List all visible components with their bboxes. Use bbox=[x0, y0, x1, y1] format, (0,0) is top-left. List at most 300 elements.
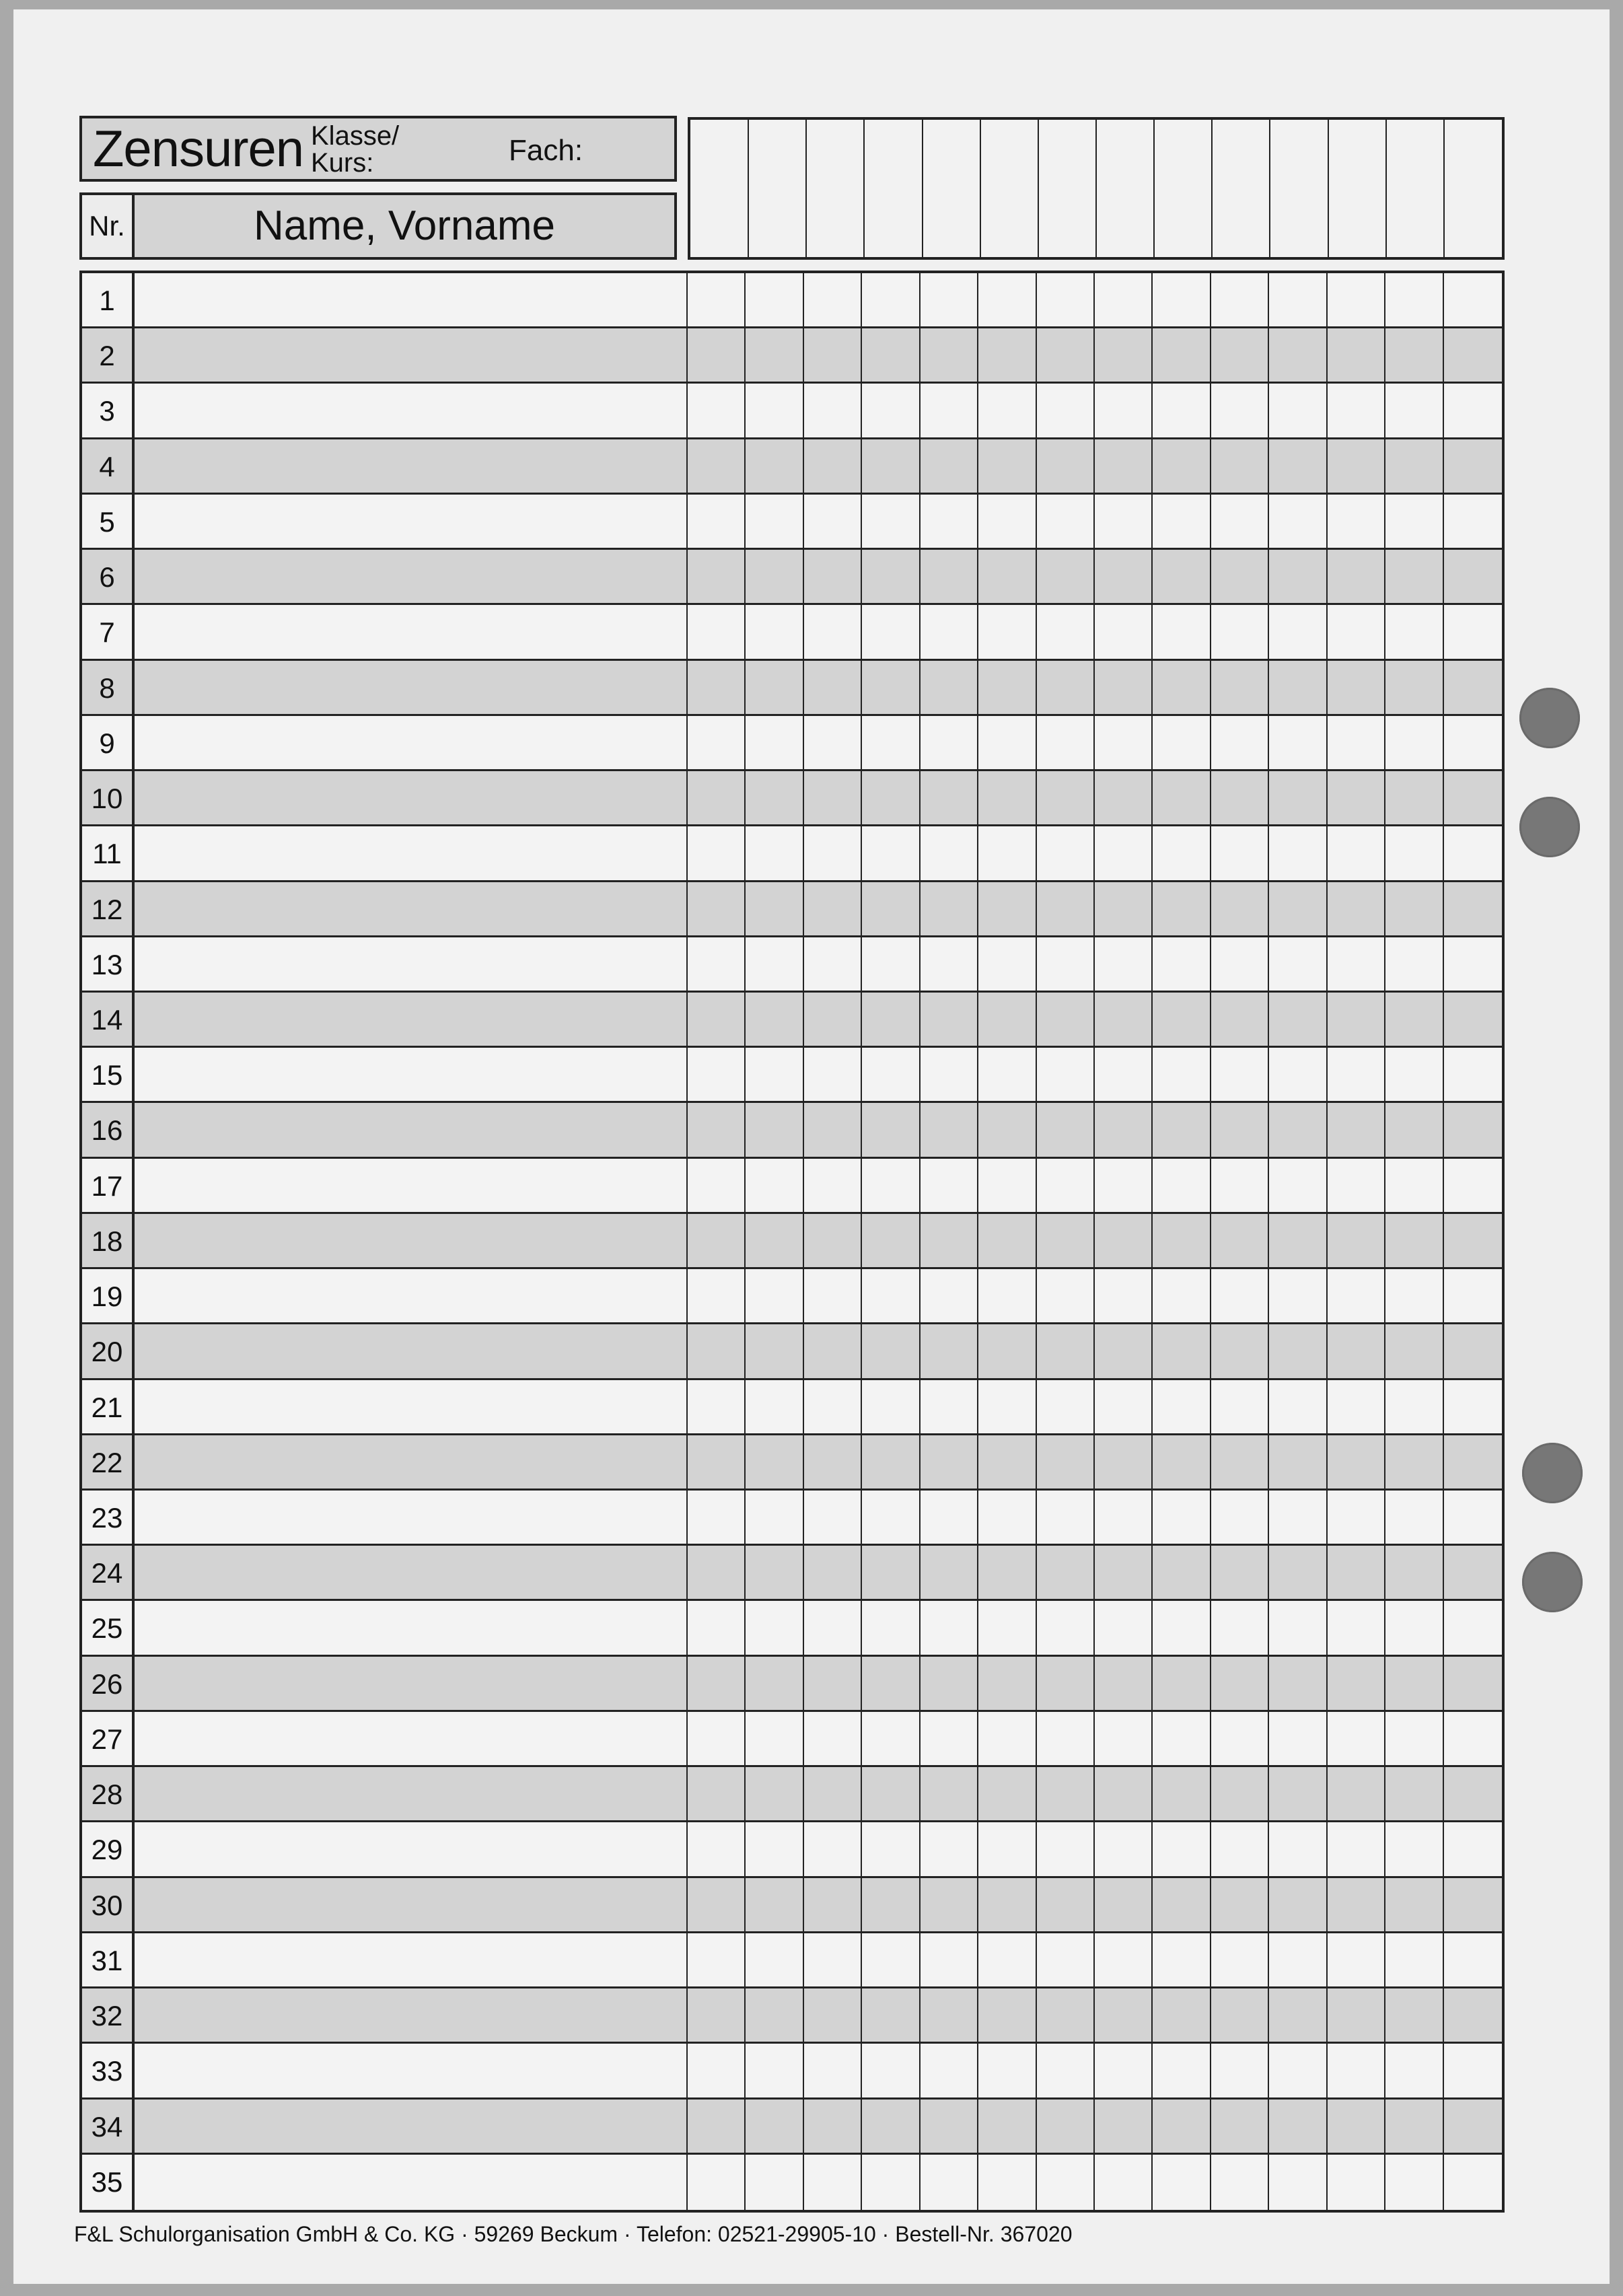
grade-cell[interactable] bbox=[1153, 2044, 1211, 2097]
grade-cell[interactable] bbox=[1095, 716, 1153, 769]
grade-cell[interactable] bbox=[978, 1822, 1036, 1875]
grade-cell[interactable] bbox=[1328, 1822, 1385, 1875]
grade-cell[interactable] bbox=[862, 993, 920, 1046]
grade-cell[interactable] bbox=[862, 1491, 920, 1544]
grade-cell[interactable] bbox=[1444, 1214, 1502, 1267]
name-cell[interactable] bbox=[135, 661, 688, 714]
grade-cell[interactable] bbox=[1444, 328, 1502, 382]
grade-cell[interactable] bbox=[978, 273, 1036, 326]
grade-cell[interactable] bbox=[1385, 716, 1443, 769]
grade-cell[interactable] bbox=[1385, 1933, 1443, 1986]
grade-cell[interactable] bbox=[1385, 1601, 1443, 1654]
grade-cell[interactable] bbox=[1444, 1048, 1502, 1101]
grade-cell[interactable] bbox=[1385, 1988, 1443, 2042]
name-cell[interactable] bbox=[135, 993, 688, 1046]
name-cell[interactable] bbox=[135, 1988, 688, 2042]
grade-cell[interactable] bbox=[1444, 1491, 1502, 1544]
grade-cell[interactable] bbox=[1095, 661, 1153, 714]
grade-cell[interactable] bbox=[746, 439, 803, 493]
grade-cell[interactable] bbox=[1211, 1767, 1269, 1820]
grade-cell[interactable] bbox=[746, 937, 803, 991]
grade-cell[interactable] bbox=[1385, 1103, 1443, 1156]
grade-cell[interactable] bbox=[921, 1491, 978, 1544]
grade-cell[interactable] bbox=[1444, 771, 1502, 824]
grade-cell[interactable] bbox=[1037, 550, 1095, 603]
grade-cell[interactable] bbox=[1037, 1933, 1095, 1986]
grade-cell[interactable] bbox=[746, 1269, 803, 1322]
grade-cell[interactable] bbox=[978, 1159, 1036, 1212]
name-cell[interactable] bbox=[135, 1491, 688, 1544]
grade-cell[interactable] bbox=[862, 384, 920, 437]
grade-cell[interactable] bbox=[921, 1767, 978, 1820]
grade-cell[interactable] bbox=[1095, 1214, 1153, 1267]
grade-cell[interactable] bbox=[804, 882, 862, 935]
grade-cell[interactable] bbox=[1037, 882, 1095, 935]
grade-cell[interactable] bbox=[804, 1103, 862, 1156]
name-cell[interactable] bbox=[135, 771, 688, 824]
grade-cell[interactable] bbox=[921, 1822, 978, 1875]
grade-cell[interactable] bbox=[1444, 1933, 1502, 1986]
grade-cell[interactable] bbox=[688, 605, 746, 658]
grade-cell[interactable] bbox=[1153, 273, 1211, 326]
grade-cell[interactable] bbox=[1153, 1103, 1211, 1156]
grade-cell[interactable] bbox=[1269, 2100, 1327, 2153]
grade-cell[interactable] bbox=[1211, 1491, 1269, 1544]
grade-cell[interactable] bbox=[1037, 1601, 1095, 1654]
grade-cell[interactable] bbox=[1095, 328, 1153, 382]
grade-cell[interactable] bbox=[978, 1491, 1036, 1544]
grade-cell[interactable] bbox=[978, 716, 1036, 769]
grade-cell[interactable] bbox=[978, 2155, 1036, 2210]
grade-cell[interactable] bbox=[862, 1601, 920, 1654]
grade-cell[interactable] bbox=[1269, 1546, 1327, 1599]
grade-cell[interactable] bbox=[1444, 937, 1502, 991]
grade-cell[interactable] bbox=[1444, 882, 1502, 935]
grade-cell[interactable] bbox=[1095, 550, 1153, 603]
grade-cell[interactable] bbox=[1211, 771, 1269, 824]
grade-cell[interactable] bbox=[1037, 1822, 1095, 1875]
grade-cell[interactable] bbox=[1385, 1159, 1443, 1212]
grade-cell[interactable] bbox=[862, 1657, 920, 1710]
grade-cell[interactable] bbox=[1269, 1767, 1327, 1820]
grade-cell[interactable] bbox=[746, 1380, 803, 1433]
name-cell[interactable] bbox=[135, 1712, 688, 1765]
grade-cell[interactable] bbox=[921, 1878, 978, 1931]
grade-cell[interactable] bbox=[1095, 1048, 1153, 1101]
grade-cell[interactable] bbox=[1037, 1657, 1095, 1710]
grade-cell[interactable] bbox=[978, 495, 1036, 548]
grade-cell[interactable] bbox=[1095, 1103, 1153, 1156]
grade-cell[interactable] bbox=[1269, 1822, 1327, 1875]
grade-cell[interactable] bbox=[1211, 2100, 1269, 2153]
grade-cell[interactable] bbox=[1211, 550, 1269, 603]
grade-cell[interactable] bbox=[804, 495, 862, 548]
grade-cell[interactable] bbox=[804, 1491, 862, 1544]
grade-cell[interactable] bbox=[746, 826, 803, 880]
grade-cell[interactable] bbox=[1385, 1324, 1443, 1377]
grade-cell[interactable] bbox=[1444, 993, 1502, 1046]
grade-cell[interactable] bbox=[1385, 993, 1443, 1046]
grade-cell[interactable] bbox=[1037, 495, 1095, 548]
grade-cell[interactable] bbox=[1328, 2100, 1385, 2153]
grade-cell[interactable] bbox=[1385, 1878, 1443, 1931]
grade-cell[interactable] bbox=[1095, 495, 1153, 548]
grade-cell[interactable] bbox=[862, 1435, 920, 1488]
grade-cell[interactable] bbox=[1211, 993, 1269, 1046]
grade-cell[interactable] bbox=[1328, 439, 1385, 493]
grade-cell[interactable] bbox=[1269, 993, 1327, 1046]
grade-cell[interactable] bbox=[804, 1878, 862, 1931]
grade-cell[interactable] bbox=[1037, 661, 1095, 714]
grade-cell[interactable] bbox=[921, 550, 978, 603]
grade-cell[interactable] bbox=[1095, 2100, 1153, 2153]
grade-cell[interactable] bbox=[1328, 495, 1385, 548]
grade-cell[interactable] bbox=[1037, 1159, 1095, 1212]
grade-cell[interactable] bbox=[688, 1712, 746, 1765]
grade-cell[interactable] bbox=[1037, 1712, 1095, 1765]
grade-cell[interactable] bbox=[1328, 1048, 1385, 1101]
grade-cell[interactable] bbox=[862, 937, 920, 991]
grade-cell[interactable] bbox=[921, 1435, 978, 1488]
grade-cell[interactable] bbox=[1328, 1712, 1385, 1765]
grade-cell[interactable] bbox=[1269, 661, 1327, 714]
grade-cell[interactable] bbox=[1328, 993, 1385, 1046]
grade-cell[interactable] bbox=[1095, 384, 1153, 437]
grade-cell[interactable] bbox=[1095, 1435, 1153, 1488]
name-cell[interactable] bbox=[135, 1380, 688, 1433]
grade-cell[interactable] bbox=[978, 1657, 1036, 1710]
grade-cell[interactable] bbox=[1444, 1767, 1502, 1820]
grade-cell[interactable] bbox=[746, 882, 803, 935]
grade-cell[interactable] bbox=[804, 1988, 862, 2042]
grade-cell[interactable] bbox=[1328, 771, 1385, 824]
name-cell[interactable] bbox=[135, 2155, 688, 2210]
grade-cell[interactable] bbox=[688, 495, 746, 548]
grade-cell[interactable] bbox=[1037, 1380, 1095, 1433]
grade-cell[interactable] bbox=[1211, 439, 1269, 493]
grade-cell[interactable] bbox=[804, 1767, 862, 1820]
grade-cell[interactable] bbox=[1211, 1048, 1269, 1101]
grade-cell[interactable] bbox=[1095, 1601, 1153, 1654]
grade-cell[interactable] bbox=[1037, 771, 1095, 824]
grade-cell[interactable] bbox=[804, 1324, 862, 1377]
grade-cell[interactable] bbox=[1444, 1269, 1502, 1322]
grade-cell[interactable] bbox=[688, 1214, 746, 1267]
grade-cell[interactable] bbox=[1385, 882, 1443, 935]
grade-cell[interactable] bbox=[1153, 605, 1211, 658]
grade-cell[interactable] bbox=[1037, 1491, 1095, 1544]
grade-cell[interactable] bbox=[1037, 328, 1095, 382]
grade-cell[interactable] bbox=[804, 2044, 862, 2097]
grade-cell[interactable] bbox=[1269, 439, 1327, 493]
grade-cell[interactable] bbox=[1269, 495, 1327, 548]
grade-cell[interactable] bbox=[804, 605, 862, 658]
grade-cell[interactable] bbox=[1328, 1214, 1385, 1267]
grade-cell[interactable] bbox=[1385, 605, 1443, 658]
grade-cell[interactable] bbox=[746, 1435, 803, 1488]
grade-cell[interactable] bbox=[1211, 384, 1269, 437]
grade-cell[interactable] bbox=[978, 328, 1036, 382]
grade-cell[interactable] bbox=[862, 882, 920, 935]
grade-cell[interactable] bbox=[921, 661, 978, 714]
grade-cell[interactable] bbox=[862, 2100, 920, 2153]
grade-cell[interactable] bbox=[1385, 439, 1443, 493]
grade-cell[interactable] bbox=[1385, 1546, 1443, 1599]
grade-cell[interactable] bbox=[1385, 550, 1443, 603]
grade-cell[interactable] bbox=[1269, 882, 1327, 935]
grade-cell[interactable] bbox=[978, 1324, 1036, 1377]
grade-cell[interactable] bbox=[921, 1324, 978, 1377]
grade-cell[interactable] bbox=[1153, 1214, 1211, 1267]
grade-cell[interactable] bbox=[1269, 384, 1327, 437]
grade-cell[interactable] bbox=[1269, 273, 1327, 326]
grade-cell[interactable] bbox=[921, 882, 978, 935]
name-cell[interactable] bbox=[135, 550, 688, 603]
grade-cell[interactable] bbox=[1095, 1159, 1153, 1212]
grade-cell[interactable] bbox=[688, 993, 746, 1046]
grade-cell[interactable] bbox=[746, 1214, 803, 1267]
grade-cell[interactable] bbox=[1211, 2155, 1269, 2210]
grade-cell[interactable] bbox=[746, 1048, 803, 1101]
grade-cell[interactable] bbox=[1269, 937, 1327, 991]
grade-cell[interactable] bbox=[804, 1380, 862, 1433]
grade-cell[interactable] bbox=[1037, 993, 1095, 1046]
grade-cell[interactable] bbox=[1328, 1767, 1385, 1820]
grade-cell[interactable] bbox=[978, 2100, 1036, 2153]
grade-cell[interactable] bbox=[921, 826, 978, 880]
grade-cell[interactable] bbox=[1153, 1767, 1211, 1820]
grade-cell[interactable] bbox=[1211, 1324, 1269, 1377]
grade-cell[interactable] bbox=[1385, 273, 1443, 326]
grade-cell[interactable] bbox=[1095, 1491, 1153, 1544]
grade-cell[interactable] bbox=[862, 1214, 920, 1267]
grade-cell[interactable] bbox=[1444, 1988, 1502, 2042]
grade-cell[interactable] bbox=[1444, 550, 1502, 603]
name-cell[interactable] bbox=[135, 2044, 688, 2097]
grade-cell[interactable] bbox=[1328, 1491, 1385, 1544]
grade-cell[interactable] bbox=[921, 1933, 978, 1986]
grade-cell[interactable] bbox=[1328, 2044, 1385, 2097]
grade-cell[interactable] bbox=[1328, 1878, 1385, 1931]
grade-cell[interactable] bbox=[804, 2100, 862, 2153]
grade-cell[interactable] bbox=[688, 1435, 746, 1488]
grade-cell[interactable] bbox=[688, 2044, 746, 2097]
grade-cell[interactable] bbox=[1211, 826, 1269, 880]
grade-cell[interactable] bbox=[1444, 2155, 1502, 2210]
grade-cell[interactable] bbox=[746, 1878, 803, 1931]
grade-cell[interactable] bbox=[1211, 1546, 1269, 1599]
grade-cell[interactable] bbox=[862, 2155, 920, 2210]
grade-cell[interactable] bbox=[1269, 716, 1327, 769]
grade-cell[interactable] bbox=[688, 2100, 746, 2153]
grade-cell[interactable] bbox=[978, 550, 1036, 603]
name-cell[interactable] bbox=[135, 439, 688, 493]
grade-cell[interactable] bbox=[862, 1380, 920, 1433]
grade-cell[interactable] bbox=[1037, 1988, 1095, 2042]
grade-cell[interactable] bbox=[862, 1048, 920, 1101]
grade-cell[interactable] bbox=[1037, 716, 1095, 769]
grade-cell[interactable] bbox=[804, 273, 862, 326]
grade-cell[interactable] bbox=[1037, 1546, 1095, 1599]
grade-cell[interactable] bbox=[862, 1933, 920, 1986]
grade-cell[interactable] bbox=[746, 1988, 803, 2042]
grade-cell[interactable] bbox=[1385, 495, 1443, 548]
grade-cell[interactable] bbox=[1153, 328, 1211, 382]
grade-cell[interactable] bbox=[1444, 1380, 1502, 1433]
grade-cell[interactable] bbox=[688, 1324, 746, 1377]
grade-cell[interactable] bbox=[1328, 1435, 1385, 1488]
grade-cell[interactable] bbox=[862, 2044, 920, 2097]
grade-cell[interactable] bbox=[862, 1988, 920, 2042]
grade-cell[interactable] bbox=[1328, 1103, 1385, 1156]
grade-cell[interactable] bbox=[1211, 1103, 1269, 1156]
grade-cell[interactable] bbox=[1153, 384, 1211, 437]
grade-cell[interactable] bbox=[978, 1933, 1036, 1986]
grade-cell[interactable] bbox=[921, 2044, 978, 2097]
grade-cell[interactable] bbox=[921, 1214, 978, 1267]
grade-cell[interactable] bbox=[1385, 1491, 1443, 1544]
grade-cell[interactable] bbox=[1444, 1546, 1502, 1599]
grade-cell[interactable] bbox=[921, 2100, 978, 2153]
grade-cell[interactable] bbox=[1328, 328, 1385, 382]
grade-cell[interactable] bbox=[1444, 716, 1502, 769]
grade-cell[interactable] bbox=[1095, 1712, 1153, 1765]
grade-cell[interactable] bbox=[921, 384, 978, 437]
name-cell[interactable] bbox=[135, 1159, 688, 1212]
grade-cell[interactable] bbox=[1328, 1546, 1385, 1599]
grade-cell[interactable] bbox=[804, 1933, 862, 1986]
grade-cell[interactable] bbox=[688, 1546, 746, 1599]
grade-cell[interactable] bbox=[1385, 826, 1443, 880]
grade-cell[interactable] bbox=[1095, 771, 1153, 824]
grade-cell[interactable] bbox=[1444, 1159, 1502, 1212]
grade-cell[interactable] bbox=[1269, 1159, 1327, 1212]
grade-cell[interactable] bbox=[1095, 1767, 1153, 1820]
grade-cell[interactable] bbox=[978, 1435, 1036, 1488]
grade-cell[interactable] bbox=[1211, 1933, 1269, 1986]
grade-cell[interactable] bbox=[1095, 1822, 1153, 1875]
grade-cell[interactable] bbox=[862, 1712, 920, 1765]
grade-cell[interactable] bbox=[1153, 937, 1211, 991]
grade-cell[interactable] bbox=[804, 328, 862, 382]
grade-cell[interactable] bbox=[804, 1159, 862, 1212]
name-cell[interactable] bbox=[135, 1435, 688, 1488]
grade-cell[interactable] bbox=[1095, 1269, 1153, 1322]
grade-cell[interactable] bbox=[1269, 2155, 1327, 2210]
grade-cell[interactable] bbox=[1328, 882, 1385, 935]
grade-cell[interactable] bbox=[1095, 826, 1153, 880]
name-cell[interactable] bbox=[135, 605, 688, 658]
grade-cell[interactable] bbox=[1153, 1657, 1211, 1710]
grade-cell[interactable] bbox=[746, 384, 803, 437]
name-cell[interactable] bbox=[135, 1822, 688, 1875]
grade-cell[interactable] bbox=[1269, 1103, 1327, 1156]
grade-cell[interactable] bbox=[1444, 2100, 1502, 2153]
grade-cell[interactable] bbox=[1269, 1048, 1327, 1101]
grade-cell[interactable] bbox=[1153, 1822, 1211, 1875]
name-cell[interactable] bbox=[135, 1048, 688, 1101]
grade-cell[interactable] bbox=[1037, 1324, 1095, 1377]
grade-cell[interactable] bbox=[1385, 1657, 1443, 1710]
grade-cell[interactable] bbox=[1328, 1657, 1385, 1710]
grade-cell[interactable] bbox=[1385, 771, 1443, 824]
grade-cell[interactable] bbox=[688, 1878, 746, 1931]
grade-cell[interactable] bbox=[978, 1048, 1036, 1101]
grade-cell[interactable] bbox=[1153, 1324, 1211, 1377]
name-cell[interactable] bbox=[135, 1324, 688, 1377]
grade-cell[interactable] bbox=[1269, 1324, 1327, 1377]
grade-cell[interactable] bbox=[921, 1103, 978, 1156]
grade-cell[interactable] bbox=[688, 1103, 746, 1156]
grade-cell[interactable] bbox=[1444, 1103, 1502, 1156]
grade-cell[interactable] bbox=[688, 826, 746, 880]
name-cell[interactable] bbox=[135, 1767, 688, 1820]
grade-cell[interactable] bbox=[688, 1988, 746, 2042]
grade-cell[interactable] bbox=[688, 937, 746, 991]
grade-cell[interactable] bbox=[1153, 495, 1211, 548]
grade-cell[interactable] bbox=[1328, 661, 1385, 714]
grade-cell[interactable] bbox=[1153, 1878, 1211, 1931]
grade-cell[interactable] bbox=[1269, 605, 1327, 658]
grade-cell[interactable] bbox=[1444, 1657, 1502, 1710]
grade-cell[interactable] bbox=[1153, 826, 1211, 880]
grade-cell[interactable] bbox=[1211, 2044, 1269, 2097]
name-cell[interactable] bbox=[135, 1214, 688, 1267]
grade-cell[interactable] bbox=[921, 1601, 978, 1654]
name-cell[interactable] bbox=[135, 1601, 688, 1654]
grade-cell[interactable] bbox=[1095, 605, 1153, 658]
grade-cell[interactable] bbox=[1037, 937, 1095, 991]
grade-cell[interactable] bbox=[688, 661, 746, 714]
grade-cell[interactable] bbox=[1153, 1491, 1211, 1544]
name-cell[interactable] bbox=[135, 1103, 688, 1156]
grade-cell[interactable] bbox=[1444, 661, 1502, 714]
grade-cell[interactable] bbox=[1095, 1380, 1153, 1433]
name-cell[interactable] bbox=[135, 384, 688, 437]
grade-cell[interactable] bbox=[1095, 2155, 1153, 2210]
grade-cell[interactable] bbox=[1211, 716, 1269, 769]
grade-cell[interactable] bbox=[921, 771, 978, 824]
grade-cell[interactable] bbox=[1269, 1712, 1327, 1765]
grade-cell[interactable] bbox=[921, 1657, 978, 1710]
name-cell[interactable] bbox=[135, 882, 688, 935]
grade-cell[interactable] bbox=[1211, 273, 1269, 326]
grade-cell[interactable] bbox=[1153, 1048, 1211, 1101]
grade-cell[interactable] bbox=[978, 937, 1036, 991]
grade-cell[interactable] bbox=[1153, 1269, 1211, 1322]
grade-cell[interactable] bbox=[1153, 1933, 1211, 1986]
grade-cell[interactable] bbox=[1328, 716, 1385, 769]
grade-cell[interactable] bbox=[1095, 1657, 1153, 1710]
grade-cell[interactable] bbox=[1269, 1933, 1327, 1986]
grade-cell[interactable] bbox=[1444, 273, 1502, 326]
name-cell[interactable] bbox=[135, 1933, 688, 1986]
grade-cell[interactable] bbox=[1153, 771, 1211, 824]
grade-cell[interactable] bbox=[746, 2044, 803, 2097]
grade-cell[interactable] bbox=[862, 328, 920, 382]
grade-cell[interactable] bbox=[804, 771, 862, 824]
grade-cell[interactable] bbox=[1269, 1269, 1327, 1322]
grade-cell[interactable] bbox=[688, 384, 746, 437]
grade-cell[interactable] bbox=[688, 439, 746, 493]
grade-cell[interactable] bbox=[804, 384, 862, 437]
grade-cell[interactable] bbox=[921, 993, 978, 1046]
grade-cell[interactable] bbox=[1153, 993, 1211, 1046]
grade-cell[interactable] bbox=[1211, 1988, 1269, 2042]
grade-cell[interactable] bbox=[1211, 1657, 1269, 1710]
grade-cell[interactable] bbox=[1211, 1159, 1269, 1212]
grade-cell[interactable] bbox=[1095, 2044, 1153, 2097]
